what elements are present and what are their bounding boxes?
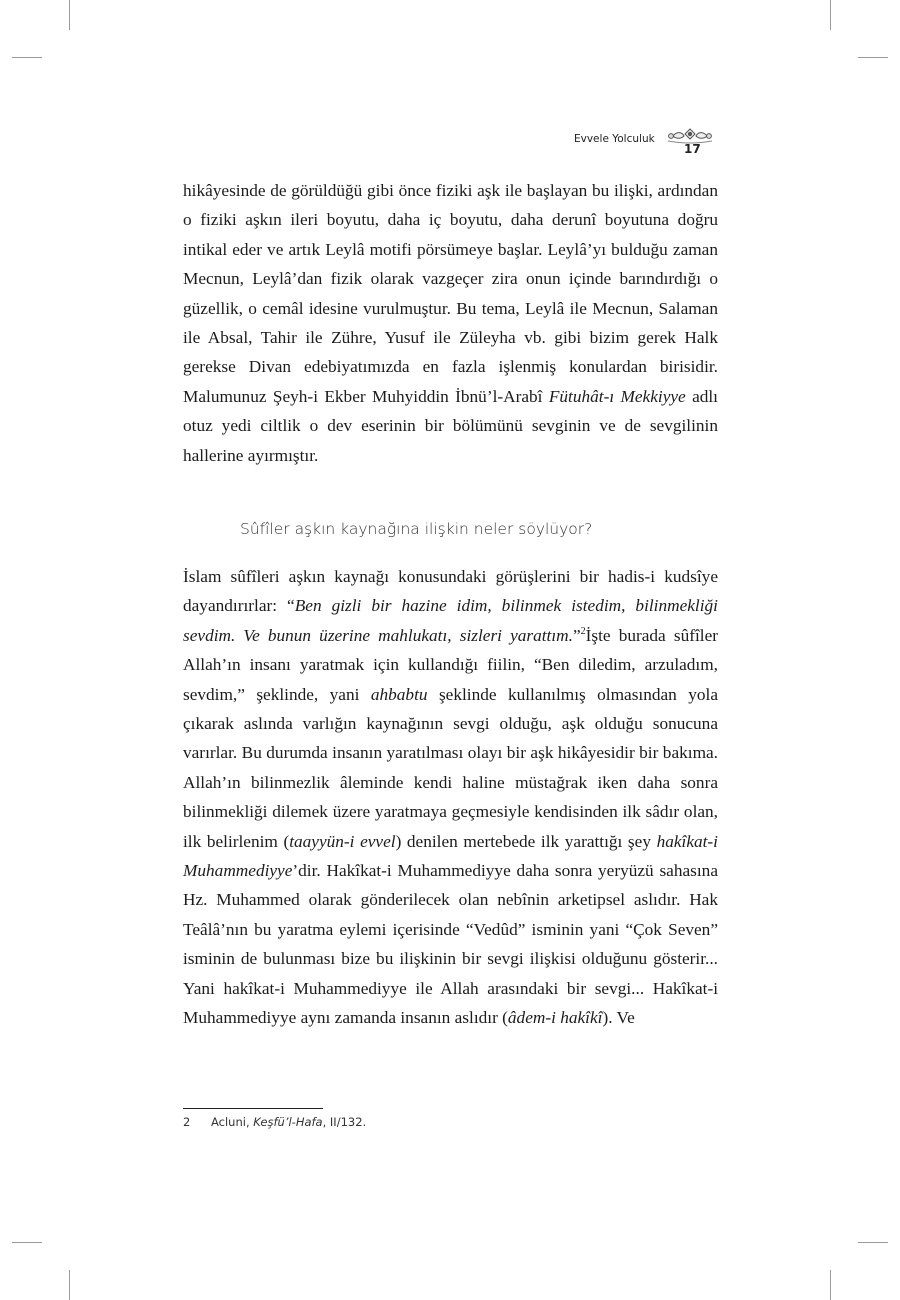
- page-number: 17: [684, 142, 701, 156]
- footnote: [183, 1115, 366, 1129]
- footnote-ref-text: , II/132.: [322, 1115, 367, 1129]
- italic-term: taayyün-i evvel: [289, 831, 396, 851]
- section-question-heading: Sûfîler aşkın kaynağına ilişkin neler söylüyor?: [240, 520, 593, 538]
- text-run: ) denilen mertebede ilk yarattığı şey: [395, 831, 657, 851]
- italic-term: ahbabtu: [370, 684, 428, 704]
- body-paragraph-2: [183, 562, 718, 1033]
- footnote-work: Keşfü’l-Hafa: [253, 1115, 323, 1129]
- footnote-number: 2: [183, 1115, 191, 1129]
- italic-term: hakîkat-i Muhammediyye: [183, 831, 718, 881]
- footnote-ref: 2: [580, 626, 586, 638]
- crop-mark: [858, 1242, 888, 1243]
- crop-mark: [12, 57, 42, 58]
- text-run: hikâyesinde de görüldüğü gibi önce fiziki aşk ile başlayan bu ilişki, ardından o fiziki aşkın ileri boyutu, daha iç boyutu, daha derunî boyutuna doğru intikal eder ve artık Leylâ motifi pörsümeye başlar. Leylâ’yı bulduğu zaman Mecnun, Leylâ’dan fizik olarak vazgeçer zira onun içinde barındırdığı o güzellik, o cemâl idesine vurulmuştur. Bu tema, Leylâ ile Mecnun, Salaman ile Absal, Tahir ile Zühre, Yusuf ile Züleyha vb. gibi bizim gerek Halk gerekse Divan edebiyatımızda en fazla işlenmiş konulardan birisidir. Malumunuz Şeyh-i Ekber Muhyiddin İbnü’l-Arabî: [183, 181, 718, 406]
- crop-mark: [69, 1270, 70, 1300]
- hadith-quote: Ben gizli bir hazine idim, bilinmek istedim, bilinmekliği sevdim. Ve bunun üzerine mahlukatı, sizleri yarattım.: [183, 596, 718, 645]
- text-run: şeklinde kullanılmış olmasından yola çıkarak aslında varlığın kaynağının sevgi olduğu, aşk olduğu sonucuna varırlar. Bu durumda insanın yaratılması olayı bir aşk hikâyesidir bir bakıma. Allah’ın bilinmezlik âleminde kendi haline müstağrak iken daha sonra bilinmekliği dilemek üzere yaratmaya geçmesiyle kendisinden ilk sâdır olan, ilk belirlenim (: [183, 684, 718, 851]
- text-run: ). Ve: [602, 1008, 635, 1028]
- text-run: adlı otuz yedi ciltlik o dev eserinin bir bölümünü sevginin ve de sevgilinin hallerine ayırmıştır.: [183, 386, 718, 465]
- footnote-author: Acluni,: [211, 1115, 254, 1129]
- footnote-rule: [183, 1108, 323, 1109]
- crop-mark: [69, 0, 70, 30]
- crop-mark: [12, 1242, 42, 1243]
- text-run: İşte burada sûfîler Allah’ın insanı yaratmak için kullandığı fiilin, “Ben diledim, arzuladım, sevdim,” şeklinde, yani: [183, 625, 718, 704]
- running-title: Evvele Yolculuk: [574, 133, 655, 145]
- italic-title: Fütuhât-ı Mekkiyye: [548, 386, 686, 406]
- running-header: [540, 127, 720, 161]
- crop-mark: [830, 1270, 831, 1300]
- body-paragraph-1: [183, 176, 718, 470]
- crop-mark: [858, 57, 888, 58]
- text-run: İslam sûfîleri aşkın kaynağı konusundaki görüşlerini bir hadis-i kudsîye dayandırırlar: “: [183, 567, 718, 616]
- crop-mark: [830, 0, 831, 30]
- text-run: ”: [572, 625, 581, 645]
- italic-term: âdem-i hakîkî: [507, 1008, 603, 1028]
- text-run: ’dir. Hakîkat-i Muhammediyye daha sonra yeryüzü sahasına Hz. Muhammed olarak gönderilecek olan nebînin arketipsel aslıdır. Hak Teâlâ’nın bu yaratma eylemi içerisinde “Vedûd” isminin yani “Çok Seven” isminin de bulunması bize bu ilişkinin bir sevgi ilişkisi olduğunu gösterir... Yani hakîkat-i Muhammediyye ile Allah arasındaki bir sevgi... Hakîkat-i Muhammediyye aynı zamanda insanın aslıdır (: [183, 861, 718, 1028]
